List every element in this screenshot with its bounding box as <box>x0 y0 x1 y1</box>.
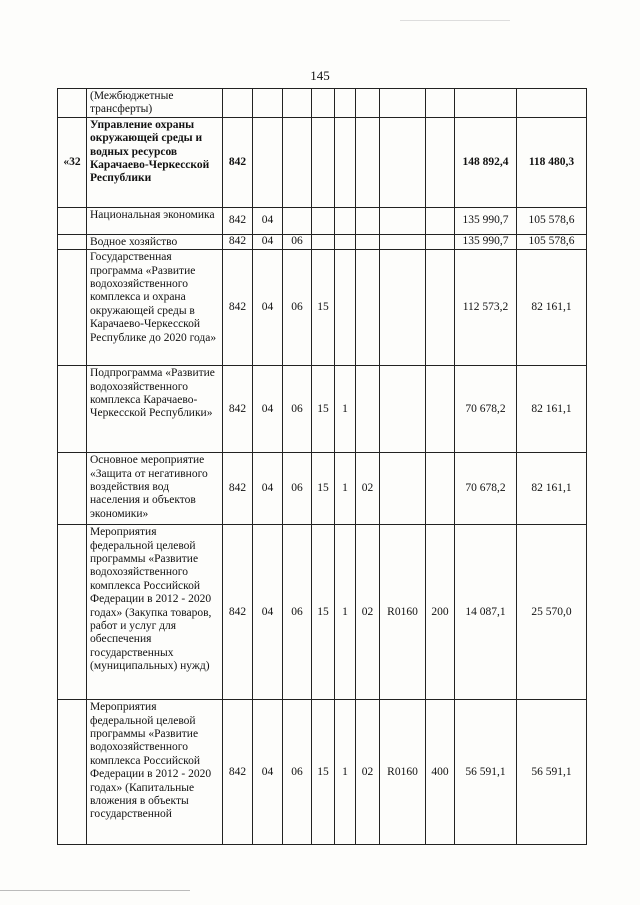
row-name: Мероприятия федеральной целевой программы «Развитие водохозяйственного комплекса Российской Федерации в 2012 - 2020 годах» (Закупка товаров, работ и услуг для обеспечения государственных (муниципальных) нужд) <box>87 525 223 700</box>
amount-year-2: 118 480,3 <box>517 117 587 207</box>
scan-artifact-bottom <box>0 890 190 891</box>
target-article <box>380 89 426 118</box>
subsection-code: 06 <box>283 250 312 366</box>
row-number <box>58 207 87 234</box>
amount-year-1: 70 678,2 <box>455 453 517 525</box>
target-article: R0160 <box>380 700 426 845</box>
program-code <box>312 234 335 249</box>
section-code <box>253 117 283 207</box>
table-row <box>58 117 587 207</box>
row-number <box>58 234 87 249</box>
subprogram-code: 1 <box>335 453 356 525</box>
expense-type <box>426 453 455 525</box>
amount-year-2: 105 578,6 <box>517 234 587 249</box>
section-code <box>253 89 283 118</box>
row-name: Управление охраны окружающей среды и водных ресурсов Карачаево-Черкесской Республики <box>87 117 223 207</box>
table-row <box>58 700 587 845</box>
amount-year-2: 82 161,1 <box>517 453 587 525</box>
budget-table-body <box>58 89 587 845</box>
subprogram-code <box>335 250 356 366</box>
table-row <box>58 234 587 249</box>
program-code <box>312 117 335 207</box>
section-code: 04 <box>253 700 283 845</box>
subsection-code <box>283 117 312 207</box>
amount-year-1: 70 678,2 <box>455 366 517 453</box>
activity-code <box>356 366 380 453</box>
subprogram-code: 1 <box>335 700 356 845</box>
ved-code: 842 <box>223 366 253 453</box>
amount-year-1 <box>455 89 517 118</box>
ved-code: 842 <box>223 700 253 845</box>
row-number <box>58 453 87 525</box>
activity-code: 02 <box>356 453 380 525</box>
row-name: Мероприятия федеральной целевой программы «Развитие водохозяйственного комплекса Российской Федерации в 2012 - 2020 годах» (Капитальные вложения в объекты государственной <box>87 700 223 845</box>
program-code: 15 <box>312 366 335 453</box>
subsection-code: 06 <box>283 453 312 525</box>
subsection-code <box>283 89 312 118</box>
target-article: R0160 <box>380 525 426 700</box>
ved-code: 842 <box>223 234 253 249</box>
amount-year-2 <box>517 89 587 118</box>
expense-type: 400 <box>426 700 455 845</box>
amount-year-1: 112 573,2 <box>455 250 517 366</box>
section-code: 04 <box>253 366 283 453</box>
ved-code <box>223 89 253 118</box>
amount-year-2: 105 578,6 <box>517 207 587 234</box>
amount-year-1: 135 990,7 <box>455 207 517 234</box>
expense-type <box>426 234 455 249</box>
row-number <box>58 525 87 700</box>
target-article <box>380 250 426 366</box>
subprogram-code <box>335 89 356 118</box>
subsection-code: 06 <box>283 366 312 453</box>
amount-year-2: 82 161,1 <box>517 366 587 453</box>
row-number <box>58 89 87 118</box>
ved-code: 842 <box>223 117 253 207</box>
ved-code: 842 <box>223 207 253 234</box>
ved-code: 842 <box>223 250 253 366</box>
row-name: Водное хозяйство <box>87 234 223 249</box>
expense-type <box>426 89 455 118</box>
scan-artifact-top <box>400 20 510 21</box>
section-code: 04 <box>253 207 283 234</box>
table-row <box>58 207 587 234</box>
activity-code: 02 <box>356 525 380 700</box>
row-name: Государственная программа «Развитие водохозяйственного комплекса и охрана окружающей среды в Карачаево-Черкесской Республике до 2020 года» <box>87 250 223 366</box>
row-name: Подпрограмма «Развитие водохозяйственного комплекса Карачаево-Черкесской Республики» <box>87 366 223 453</box>
activity-code <box>356 207 380 234</box>
table-row <box>58 525 587 700</box>
program-code: 15 <box>312 525 335 700</box>
section-code: 04 <box>253 234 283 249</box>
page-number: 145 <box>310 68 330 83</box>
target-article <box>380 453 426 525</box>
target-article <box>380 366 426 453</box>
amount-year-1: 135 990,7 <box>455 234 517 249</box>
target-article <box>380 117 426 207</box>
subprogram-code <box>335 117 356 207</box>
subsection-code: 06 <box>283 234 312 249</box>
program-code <box>312 207 335 234</box>
expense-type: 200 <box>426 525 455 700</box>
subsection-code <box>283 207 312 234</box>
subsection-code: 06 <box>283 700 312 845</box>
table-row <box>58 453 587 525</box>
activity-code <box>356 89 380 118</box>
activity-code <box>356 250 380 366</box>
amount-year-1: 14 087,1 <box>455 525 517 700</box>
subprogram-code <box>335 234 356 249</box>
section-code: 04 <box>253 453 283 525</box>
row-number <box>58 700 87 845</box>
program-code <box>312 89 335 118</box>
table-row <box>58 366 587 453</box>
target-article <box>380 234 426 249</box>
expense-type <box>426 366 455 453</box>
amount-year-1: 56 591,1 <box>455 700 517 845</box>
section-code: 04 <box>253 525 283 700</box>
expense-type <box>426 250 455 366</box>
expense-type <box>426 207 455 234</box>
row-name: Основное мероприятие «Защита от негативного воздействия вод населения и объектов экономики» <box>87 453 223 525</box>
subprogram-code <box>335 207 356 234</box>
row-name: (Межбюджетные трансферты) <box>87 89 223 118</box>
amount-year-2: 25 570,0 <box>517 525 587 700</box>
amount-year-2: 82 161,1 <box>517 250 587 366</box>
amount-year-2: 56 591,1 <box>517 700 587 845</box>
table-row <box>58 89 587 118</box>
subprogram-code: 1 <box>335 525 356 700</box>
program-code: 15 <box>312 700 335 845</box>
activity-code <box>356 117 380 207</box>
ved-code: 842 <box>223 525 253 700</box>
table-row <box>58 250 587 366</box>
target-article <box>380 207 426 234</box>
budget-table <box>57 88 587 845</box>
subprogram-code: 1 <box>335 366 356 453</box>
amount-year-1: 148 892,4 <box>455 117 517 207</box>
program-code: 15 <box>312 250 335 366</box>
activity-code <box>356 234 380 249</box>
row-number <box>58 250 87 366</box>
expense-type <box>426 117 455 207</box>
row-number: «32 <box>58 117 87 207</box>
subsection-code: 06 <box>283 525 312 700</box>
activity-code: 02 <box>356 700 380 845</box>
section-code: 04 <box>253 250 283 366</box>
row-name: Национальная экономика <box>87 207 223 234</box>
row-number <box>58 366 87 453</box>
ved-code: 842 <box>223 453 253 525</box>
program-code: 15 <box>312 453 335 525</box>
